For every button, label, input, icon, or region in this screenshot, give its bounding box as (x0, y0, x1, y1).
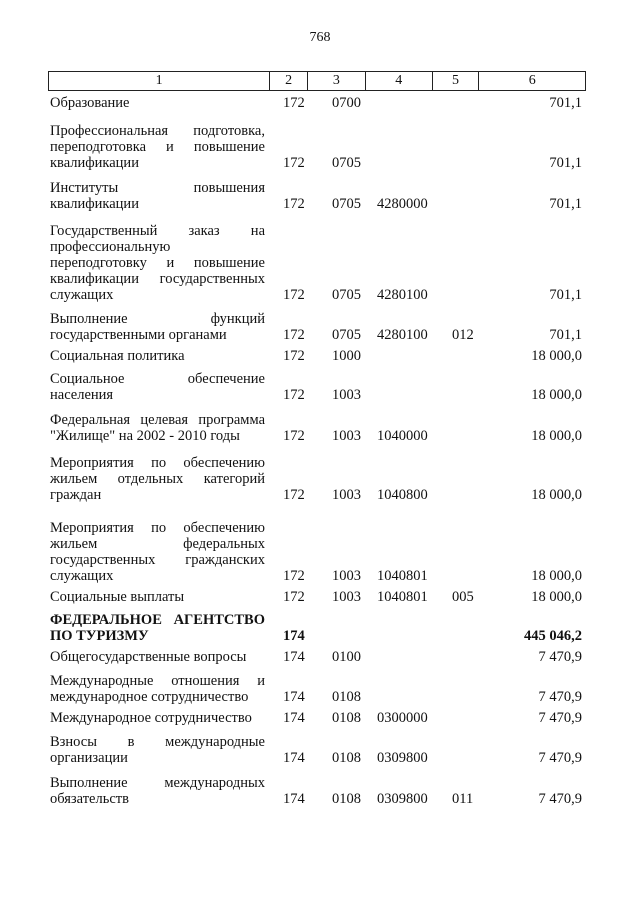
row-col-2: 172 (283, 327, 305, 343)
row-description: Институты повышения квалификации (50, 180, 265, 212)
row-amount: 7 470,9 (538, 649, 582, 665)
row-amount: 18 000,0 (531, 487, 582, 503)
row-col-4: 0309800 (377, 791, 428, 807)
row-description: ФЕДЕРАЛЬНОЕ АГЕНТСТВО ПО ТУРИЗМУ (50, 612, 265, 644)
row-col-2: 172 (283, 428, 305, 444)
row-col-4: 0309800 (377, 750, 428, 766)
row-col-3: 0705 (332, 327, 361, 343)
header-col-4: 4 (366, 72, 433, 90)
row-description: Федеральная целевая программа "Жилище" на 2002 - 2010 годы (50, 412, 265, 444)
row-col-5: 012 (452, 327, 474, 343)
row-description: Мероприятия по обеспечению жильем отдельных категорий граждан (50, 455, 265, 503)
row-col-2: 172 (283, 196, 305, 212)
row-amount: 701,1 (549, 155, 582, 171)
row-description: Государственный заказ на профессиональную переподготовку и повышение квалификации государственных служащих (50, 223, 265, 303)
row-col-4: 1040801 (377, 568, 428, 584)
row-amount: 18 000,0 (531, 568, 582, 584)
row-col-3: 0700 (332, 95, 361, 111)
header-col-5: 5 (433, 72, 480, 90)
row-col-3: 1003 (332, 387, 361, 403)
header-col-2: 2 (270, 72, 308, 90)
row-description: Международные отношения и международное сотрудничество (50, 673, 265, 705)
row-col-4: 4280100 (377, 327, 428, 343)
row-col-3: 1003 (332, 589, 361, 605)
row-col-3: 0100 (332, 649, 361, 665)
row-amount: 7 470,9 (538, 710, 582, 726)
row-col-3: 0705 (332, 155, 361, 171)
row-description: Общегосударственные вопросы (50, 649, 247, 665)
row-col-2: 172 (283, 589, 305, 605)
row-col-2: 172 (283, 155, 305, 171)
row-amount: 18 000,0 (531, 428, 582, 444)
row-col-3: 1003 (332, 568, 361, 584)
row-col-5: 011 (452, 791, 474, 807)
row-description: Выполнение международных обязательств (50, 775, 265, 807)
row-amount: 445 046,2 (524, 628, 582, 644)
row-amount: 7 470,9 (538, 791, 582, 807)
row-description: Международное сотрудничество (50, 710, 252, 726)
row-col-3: 0705 (332, 196, 361, 212)
row-col-3: 0108 (332, 689, 361, 705)
row-col-3: 0108 (332, 710, 361, 726)
row-col-4: 1040000 (377, 428, 428, 444)
row-amount: 18 000,0 (531, 348, 582, 364)
row-col-4: 4280000 (377, 196, 428, 212)
row-col-2: 172 (283, 95, 305, 111)
row-col-2: 172 (283, 348, 305, 364)
row-description: Профессиональная подготовка, переподготовка и повышение квалификации (50, 123, 265, 171)
row-col-4: 1040801 (377, 589, 428, 605)
row-col-4: 1040800 (377, 487, 428, 503)
row-description: Взносы в международные организации (50, 734, 265, 766)
row-description: Социальные выплаты (50, 589, 185, 605)
header-col-3: 3 (308, 72, 366, 90)
row-amount: 701,1 (549, 287, 582, 303)
row-col-2: 172 (283, 287, 305, 303)
row-description: Мероприятия по обеспечению жильем федеральных государственных гражданских служащих (50, 520, 265, 584)
header-col-1: 1 (49, 72, 270, 90)
row-col-2: 172 (283, 568, 305, 584)
row-amount: 18 000,0 (531, 589, 582, 605)
row-col-2: 174 (283, 649, 305, 665)
row-col-2: 174 (283, 689, 305, 705)
row-amount: 18 000,0 (531, 387, 582, 403)
row-col-2: 172 (283, 387, 305, 403)
row-col-2: 174 (283, 750, 305, 766)
row-col-4: 4280100 (377, 287, 428, 303)
row-col-2: 174 (283, 710, 305, 726)
row-amount: 7 470,9 (538, 750, 582, 766)
row-col-3: 1003 (332, 428, 361, 444)
row-col-2: 174 (283, 628, 305, 644)
row-description: Выполнение функций государственными органами (50, 311, 265, 343)
row-description: Социальная политика (50, 348, 185, 364)
row-col-3: 0705 (332, 287, 361, 303)
row-col-4: 0300000 (377, 710, 428, 726)
row-col-3: 1003 (332, 487, 361, 503)
row-col-2: 172 (283, 487, 305, 503)
row-col-3: 1000 (332, 348, 361, 364)
row-description: Социальное обеспечение населения (50, 371, 265, 403)
row-description: Образование (50, 95, 130, 111)
page-number: 768 (309, 30, 331, 45)
row-col-3: 0108 (332, 750, 361, 766)
row-col-2: 174 (283, 791, 305, 807)
header-col-6: 6 (528, 73, 536, 88)
row-amount: 701,1 (549, 95, 582, 111)
row-amount: 701,1 (549, 327, 582, 343)
row-col-5: 005 (452, 589, 474, 605)
row-amount: 7 470,9 (538, 689, 582, 705)
row-col-3: 0108 (332, 791, 361, 807)
row-amount: 701,1 (549, 196, 582, 212)
